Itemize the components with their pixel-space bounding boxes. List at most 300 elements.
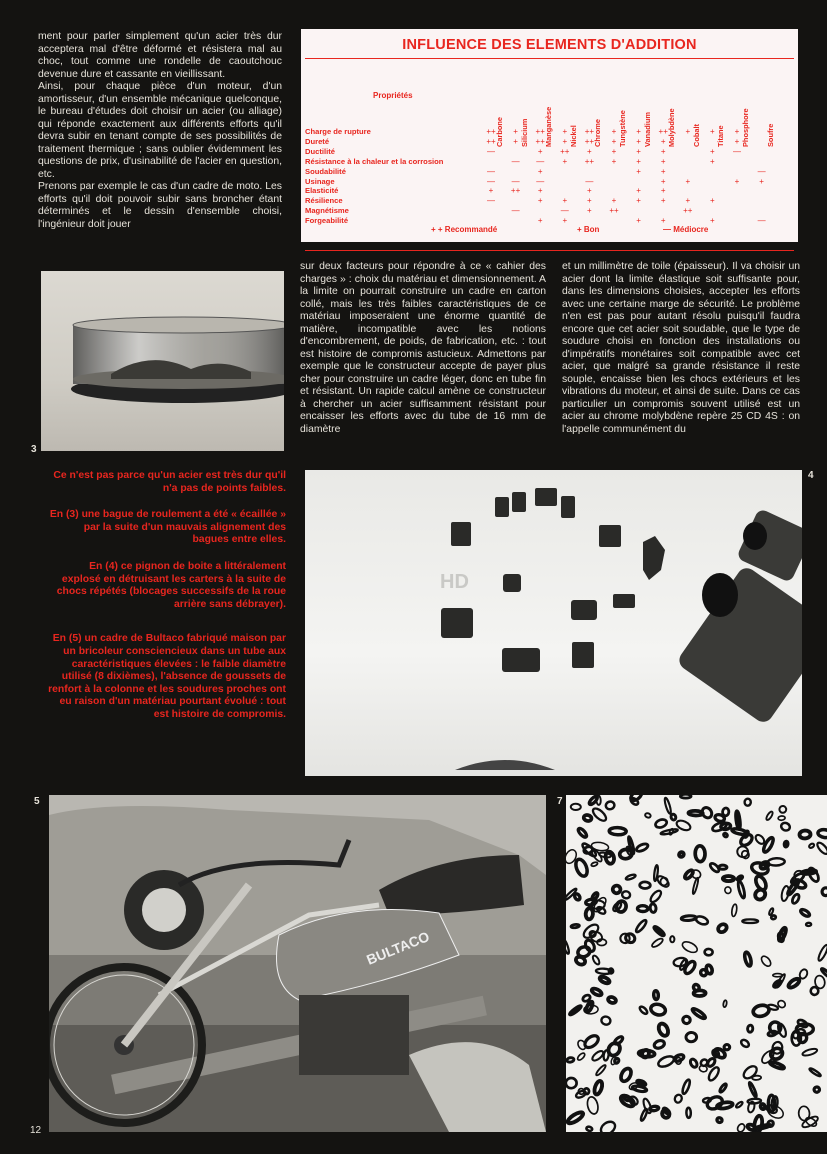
micrograph-grain-group bbox=[607, 996, 616, 1004]
micrograph-grain bbox=[752, 1075, 761, 1080]
micrograph-grain-group bbox=[752, 1075, 761, 1080]
table-cell: + bbox=[710, 156, 715, 166]
micrograph-grain-group bbox=[651, 937, 664, 948]
micrograph-grain-group bbox=[571, 804, 581, 810]
intro-paragraph: Ainsi, pour chaque pièce d'un moteur, d'un amortisseur, d'un ensemble mécanique quelconque, le bureau d'études doit choisir un acier (ou alliage) qui réponde exactement aux différents efforts qu'il devra subir en tenant compte de ses possibilités de traitement thermique ; sans oublier évidemment les questions de prix, d'usinabilité de l'acier en question, etc. bbox=[38, 81, 282, 180]
table-cell: + bbox=[636, 127, 641, 136]
micrograph-grain-group bbox=[801, 1115, 820, 1130]
micrograph-grain bbox=[657, 1054, 676, 1069]
micrograph-grain-group bbox=[765, 811, 774, 821]
table-cell: + bbox=[488, 186, 494, 196]
micrograph-grain bbox=[601, 1016, 612, 1026]
micrograph-grain-group bbox=[798, 1106, 810, 1121]
micrograph-grain bbox=[771, 915, 776, 919]
micrograph-grain-group bbox=[740, 1038, 750, 1048]
table-column-header: Carbone bbox=[495, 117, 504, 147]
table-cell: + bbox=[660, 186, 666, 196]
micrograph-grain bbox=[760, 955, 773, 968]
table-column-header: Soufre bbox=[765, 123, 775, 147]
micrograph-grain bbox=[635, 919, 648, 934]
intro-paragraph: Prenons par exemple le cas d'un cadre de moto. Les efforts qu'il doit pouvoir subir sans broncher étant déterminés et le dessin d'ensemble choisi, l'ingénieur doit jouer bbox=[38, 181, 282, 230]
micrograph-grain-group bbox=[686, 1032, 698, 1042]
micrograph-grain bbox=[742, 919, 758, 923]
middle-paragraph: sur deux facteurs pour répondre à ce « cahier des charges » : choix du matériau et dimensionnement. A la limite on pourrait construire un cadre en carton collé, mais les très faibles caractéristiques de ce matériau imposeraient une énorme quantité de matière, incompatible avec les notions d'encombrement, de poids, de fabrication, etc. : tout est histoire de compromis astucieux. Admettons par exemple que le constructeur accepte de payer plus cher pour construire un cadre léger, donc en tube fin et résistant. Un rapide calcul amène ce constructeur à chercher un acier suffisamment résistant pour encaisser les efforts avec du tube de 16 mm de diamètre bbox=[300, 261, 546, 435]
micrograph-grain bbox=[681, 1015, 691, 1025]
micrograph-grain-group bbox=[567, 1057, 575, 1063]
table-cell: + bbox=[710, 196, 715, 206]
table-cell: + bbox=[660, 136, 666, 146]
micrograph-grain bbox=[753, 888, 767, 902]
table-cell: — bbox=[511, 176, 520, 186]
micrograph-grain-group bbox=[743, 952, 752, 967]
micrograph-grain bbox=[650, 903, 657, 912]
micrograph-grain-group bbox=[635, 919, 648, 934]
micrograph-grain-group bbox=[654, 818, 667, 829]
legend-mediocre: — Médiocre bbox=[663, 225, 709, 234]
table-column-header: Molybdène bbox=[667, 108, 677, 147]
table-row-label: Elasticité bbox=[305, 186, 339, 196]
micrograph-grain bbox=[653, 1039, 665, 1049]
micrograph-grain bbox=[817, 944, 827, 962]
table-row-label: Forgeabilité bbox=[305, 216, 349, 226]
table-row-label: Résistance à la chaleur et la corrosion bbox=[305, 156, 444, 166]
micrograph-grain bbox=[619, 1067, 633, 1083]
micrograph-grain-group bbox=[670, 936, 674, 942]
micrograph-grain bbox=[740, 1038, 750, 1048]
micrograph-grain-group bbox=[680, 795, 691, 798]
micrograph-grain-group bbox=[695, 915, 709, 926]
micrograph-grain-group bbox=[799, 830, 811, 839]
micrograph-grain bbox=[822, 887, 827, 896]
micrograph-grain bbox=[678, 851, 685, 857]
micrograph-grain bbox=[670, 814, 676, 821]
table-cell: + bbox=[537, 186, 543, 196]
micrograph-grain-group bbox=[722, 808, 729, 816]
micrograph-grain bbox=[585, 908, 593, 920]
caption-intro: Ce n'est pas parce qu'un acier est très dur qu'il n'a pas de points faibles. bbox=[53, 470, 286, 494]
micrograph-grain bbox=[816, 841, 827, 856]
micrograph-grain-group bbox=[719, 865, 727, 869]
photo-micrograph bbox=[566, 795, 827, 1132]
micrograph-grain bbox=[639, 1005, 649, 1015]
table-cell: + bbox=[660, 156, 666, 166]
micrograph-grain-group bbox=[654, 926, 665, 936]
micrograph-grain-group bbox=[735, 811, 740, 829]
micrograph-grain-group bbox=[816, 841, 827, 856]
table-row-label: Charge de rupture bbox=[305, 127, 371, 136]
micrograph-grain bbox=[637, 906, 647, 912]
micrograph-grain-group bbox=[744, 799, 750, 806]
micrograph-grain bbox=[681, 915, 696, 921]
micrograph-grain-group bbox=[719, 1083, 728, 1093]
micrograph-grain-group bbox=[692, 877, 699, 894]
middle-column bbox=[300, 261, 546, 436]
micrograph-grain-group bbox=[681, 1015, 691, 1025]
micrograph-grain bbox=[692, 983, 700, 991]
micrograph-grain-group bbox=[800, 908, 811, 917]
micrograph-grain-group bbox=[737, 875, 743, 881]
table-cell: + bbox=[562, 136, 568, 146]
micrograph-grain-group bbox=[611, 884, 621, 894]
micrograph-grain-group bbox=[822, 887, 827, 896]
table-cell: — bbox=[487, 196, 495, 206]
micrograph-grain bbox=[674, 1094, 683, 1104]
table-column-header: Tungstène bbox=[618, 110, 627, 147]
micrograph-grain-group bbox=[716, 1101, 733, 1109]
figure-number: 5 bbox=[34, 796, 40, 807]
micrograph-grain-group bbox=[791, 893, 800, 904]
table-column-header: Cobalt bbox=[691, 124, 701, 147]
micrograph-grain-group bbox=[769, 1061, 785, 1070]
micrograph-grain bbox=[716, 1101, 733, 1109]
micrograph-grain bbox=[592, 955, 601, 966]
micrograph-grain bbox=[641, 1049, 651, 1059]
bultaco-illustration bbox=[49, 795, 546, 1132]
micrograph-grain-group bbox=[641, 1049, 651, 1059]
micrograph-grain-group bbox=[575, 955, 587, 966]
micrograph-grain bbox=[575, 955, 587, 966]
micrograph-grain bbox=[680, 795, 691, 798]
micrograph-grain bbox=[760, 1103, 766, 1109]
micrograph-grain bbox=[645, 812, 652, 818]
table-cell: + bbox=[710, 146, 715, 156]
table-cell: ++ bbox=[510, 186, 521, 196]
micrograph-grain bbox=[802, 1047, 818, 1056]
table-cell: + bbox=[734, 176, 740, 186]
micrograph-grain-group bbox=[585, 1001, 594, 1013]
table-cell: + bbox=[710, 216, 715, 226]
micrograph-grain bbox=[625, 874, 636, 881]
micrograph-grain bbox=[723, 833, 728, 838]
micrograph-grain-group bbox=[753, 888, 767, 902]
micrograph-grain bbox=[735, 1101, 743, 1109]
micrograph-grain bbox=[736, 1123, 746, 1132]
micrograph-grain bbox=[574, 893, 581, 901]
micrograph-grain-group bbox=[650, 1003, 667, 1017]
table-cell: + bbox=[685, 127, 691, 136]
table-cell: + bbox=[685, 176, 691, 186]
micrograph-grain bbox=[800, 908, 811, 917]
right-paragraph: et un millimètre de toile (épaisseur). Il va choisir un acier dont la limite élastique soit suffisante pour, dans les dimensions choisies, accepter les efforts avec une certaine marge de sécurité. Le problème n'en est pas pour autant résolu puisqu'il faudra encore que cet acier soit soudable, que le type de soudure choisi en fonction des installations ou d'impératifs monétaires soit compatible avec cet acier, que malgré sa grande résistance il reste souple, encaisse bien les chocs extérieurs et les vibrations du moteur, et ainsi de suite. Dans ce cas particulier un compromis souvent utilisé est un acier au chrome molybdène repère 25 CD 4S : on l'appelle communément du bbox=[562, 261, 800, 435]
micrograph-grain-group bbox=[742, 919, 758, 923]
table-cell: + bbox=[513, 127, 518, 136]
micrograph-grain bbox=[686, 1108, 691, 1118]
table-cell: — bbox=[487, 166, 495, 176]
micrograph-grain-group bbox=[817, 829, 827, 839]
micrograph-grain bbox=[621, 891, 630, 900]
micrograph-grain bbox=[681, 1079, 691, 1095]
photo-gear-fragments bbox=[305, 470, 802, 776]
table-cell: ++ bbox=[486, 136, 496, 146]
micrograph-grain bbox=[707, 1066, 721, 1082]
micrograph-grain bbox=[744, 799, 750, 806]
micrograph-grain bbox=[691, 1007, 706, 1020]
micrograph-grain-group bbox=[605, 801, 615, 811]
micrograph-grain bbox=[640, 882, 651, 889]
micrograph-grain bbox=[599, 1119, 618, 1132]
table-cell: — bbox=[487, 146, 495, 156]
micrograph-grain bbox=[717, 923, 729, 934]
micrograph-grain-group bbox=[591, 806, 608, 822]
micrograph-grain-group bbox=[625, 874, 636, 881]
micrograph-grain-group bbox=[817, 944, 827, 962]
micrograph-grain bbox=[577, 827, 588, 838]
micrograph-grain bbox=[723, 1000, 727, 1007]
legend-bon: + Bon bbox=[577, 225, 600, 234]
micrograph-grain bbox=[611, 884, 621, 894]
micrograph-grain bbox=[787, 977, 801, 989]
table-cell: + bbox=[660, 196, 666, 206]
micrograph-grain bbox=[571, 924, 580, 928]
micrograph-grain bbox=[635, 842, 649, 852]
micrograph-grain bbox=[681, 940, 699, 955]
table-title: INFLUENCE DES ELEMENTS D'ADDITION bbox=[402, 37, 697, 53]
micrograph-grain-group bbox=[808, 843, 814, 849]
gear-fragments-illustration bbox=[305, 470, 802, 776]
table-cell: — bbox=[511, 206, 520, 216]
table-cell: + bbox=[660, 216, 666, 226]
micrograph-grain bbox=[692, 877, 699, 894]
table-cell: + bbox=[660, 166, 666, 176]
micrograph-grain-group bbox=[635, 842, 649, 852]
micrograph-grain-group bbox=[629, 795, 644, 803]
table-column-header: Vanadium bbox=[642, 112, 652, 147]
micrograph-grain-group bbox=[599, 975, 611, 984]
micrograph-grain-group bbox=[814, 1086, 820, 1092]
intro-column bbox=[38, 31, 282, 231]
micrograph-grain bbox=[664, 797, 672, 814]
figure-number: 7 bbox=[557, 796, 563, 807]
micrograph-grain-group bbox=[731, 828, 747, 836]
micrograph-grain bbox=[769, 1061, 785, 1070]
table-column-header: Nickel bbox=[568, 125, 578, 147]
table-column-header: Silicium bbox=[519, 118, 529, 147]
caption-fig5: En (5) un cadre de Bultaco fabriqué maison par un bricoleur consciencieux dans un tube aux caractéristiques élevées : le faible diamètre utilisé (8 dixièmes), l'absence de goussets de renfort à la colonne et les soudures proches ont eu raison d'un matériau pourtant évolué : tout est histoire de compromis. bbox=[48, 633, 286, 720]
micrograph-grain-group bbox=[707, 1066, 721, 1082]
micrograph-grain-group bbox=[591, 892, 599, 900]
micrograph-grain-group bbox=[591, 1049, 605, 1062]
table-cell: ++ bbox=[658, 127, 668, 136]
table-cell: + bbox=[660, 176, 666, 186]
table-cell: + bbox=[562, 216, 568, 226]
micrograph-grain-group bbox=[660, 877, 669, 886]
micrograph-grain-group bbox=[736, 1123, 746, 1132]
micrograph-grain bbox=[571, 804, 581, 810]
table-cell: ++ bbox=[535, 136, 545, 146]
micrograph-grain bbox=[569, 1005, 582, 1016]
table-cell: + bbox=[562, 156, 568, 166]
micrograph-grain bbox=[660, 877, 669, 886]
micrograph-grain-group bbox=[747, 1025, 753, 1032]
micrograph-grain bbox=[719, 865, 727, 869]
table-cell: + bbox=[710, 127, 715, 136]
table-cell: ++ bbox=[584, 136, 595, 146]
micrograph-grain bbox=[723, 876, 734, 881]
table-header-label: Propriétés bbox=[373, 91, 413, 100]
caption-fig4: En (4) ce pignon de boite a littéralement explosé en détruisant les carters à la suite de chocs répétés (blocages successifs de la roue arrière sans débrayer). bbox=[56, 560, 286, 610]
micrograph-grain-group bbox=[650, 903, 657, 912]
micrograph-grain-group bbox=[760, 1103, 766, 1109]
table-cell: ++ bbox=[683, 206, 693, 216]
micrograph-grain bbox=[817, 829, 827, 839]
table-row-label: Dureté bbox=[305, 136, 330, 146]
table-cell: + bbox=[537, 146, 543, 156]
micrograph-grain-group bbox=[664, 797, 672, 814]
table-cell: — bbox=[560, 206, 569, 216]
micrograph-grain bbox=[591, 806, 608, 822]
micrograph-grain bbox=[606, 1041, 622, 1058]
table-cell: + bbox=[734, 136, 740, 146]
table-cell: — bbox=[757, 166, 766, 176]
micrograph-grain bbox=[731, 904, 737, 917]
table-cell: + bbox=[636, 216, 641, 226]
micrograph-grain bbox=[585, 1001, 594, 1013]
micrograph-grain bbox=[791, 893, 800, 904]
micrograph-grain-group bbox=[705, 964, 713, 974]
micrograph-grain-group bbox=[585, 908, 593, 920]
micrograph-grain-group bbox=[780, 822, 791, 832]
micrograph-grain bbox=[591, 1049, 605, 1062]
micrograph-grain-group bbox=[609, 827, 626, 835]
micrograph-grain bbox=[637, 1080, 646, 1086]
micrograph-grain bbox=[731, 828, 747, 836]
table-cell: — bbox=[536, 176, 545, 186]
table-cell: + bbox=[562, 127, 568, 136]
micrograph-grain-group bbox=[731, 904, 737, 917]
right-column bbox=[562, 261, 800, 436]
photo-bultaco-frame bbox=[49, 795, 546, 1132]
micrograph-grain-group bbox=[741, 1064, 759, 1081]
table-cell: ++ bbox=[560, 146, 570, 156]
micrograph-grain-group bbox=[592, 955, 601, 966]
micrograph-grain-group bbox=[595, 1064, 607, 1077]
micrograph-grain-group bbox=[724, 1044, 730, 1049]
micrograph-grain-group bbox=[657, 1022, 670, 1037]
micrograph-grain-group bbox=[566, 1110, 584, 1125]
micrograph-grain bbox=[798, 1106, 810, 1121]
micrograph-grain bbox=[801, 1115, 820, 1130]
photo-bearing-ring bbox=[41, 271, 284, 451]
micrograph-grain-group bbox=[723, 876, 734, 881]
table-cell: + bbox=[611, 127, 617, 136]
table-cell: + bbox=[759, 176, 764, 186]
micrograph-grain-group bbox=[653, 991, 658, 1000]
table-row-label: Résilience bbox=[305, 196, 343, 206]
micrograph-grain bbox=[583, 1033, 601, 1049]
micrograph-grain-group bbox=[653, 1039, 665, 1049]
table-divider bbox=[305, 250, 794, 251]
table-cell: + bbox=[611, 136, 617, 146]
table-cell: ++ bbox=[535, 127, 545, 136]
micrograph-grain bbox=[599, 975, 611, 984]
micrograph-grain bbox=[654, 926, 665, 936]
table-column-header: Titane bbox=[716, 125, 726, 147]
micrograph-grain-group bbox=[723, 833, 728, 838]
micrograph-grain-group bbox=[688, 811, 703, 816]
table-cell: — bbox=[487, 176, 495, 186]
micrograph-grain bbox=[574, 858, 590, 878]
micrograph-grain-group bbox=[681, 940, 699, 955]
micrograph-grain-group bbox=[599, 1119, 618, 1132]
micrograph-grain-group bbox=[683, 869, 694, 880]
micrograph-grain-group bbox=[566, 939, 570, 954]
micrograph-grain bbox=[724, 886, 731, 894]
micrograph-grain-group bbox=[716, 1117, 723, 1123]
micrograph-grain-group bbox=[717, 923, 729, 934]
table-cell: + bbox=[734, 127, 740, 136]
micrograph-grain-group bbox=[574, 858, 590, 878]
table-cell: + bbox=[611, 156, 617, 166]
table-cell: — bbox=[536, 156, 545, 166]
micrograph-grain-group bbox=[606, 1041, 622, 1058]
table-cell: + bbox=[636, 166, 641, 176]
micrograph-grain bbox=[778, 816, 785, 821]
table-cell: + bbox=[587, 206, 592, 216]
micrograph-grain bbox=[741, 1064, 759, 1081]
micrograph-grain-group bbox=[735, 1101, 743, 1109]
micrograph-grain bbox=[566, 1078, 577, 1089]
micrograph-grain bbox=[605, 801, 615, 811]
micrograph-grain bbox=[705, 949, 713, 956]
micrograph-grain bbox=[593, 1080, 604, 1095]
table-cell: + bbox=[636, 146, 641, 156]
micrograph-grain bbox=[651, 937, 664, 948]
table-cell: — bbox=[585, 176, 594, 186]
micrograph-grain-group bbox=[691, 1007, 706, 1020]
micrograph-grain-group bbox=[692, 983, 700, 991]
micrograph-grain-group bbox=[571, 924, 580, 928]
table-cell: + bbox=[562, 196, 568, 206]
micrograph-grain bbox=[735, 811, 740, 829]
micrograph-grain bbox=[737, 881, 746, 899]
captions-block bbox=[48, 470, 286, 736]
table-cell: + bbox=[587, 186, 592, 196]
micrograph-grain-group bbox=[569, 1005, 582, 1016]
micrograph-grain-group bbox=[583, 814, 592, 822]
table-cell: + bbox=[685, 196, 691, 206]
micrograph-grain-group bbox=[787, 977, 801, 989]
micrograph-grain-group bbox=[577, 827, 588, 838]
micrograph-grain bbox=[591, 892, 599, 900]
micrograph-grain bbox=[716, 1117, 723, 1123]
table-row-label: Magnétisme bbox=[305, 206, 349, 216]
micrograph-grain-group bbox=[670, 814, 676, 821]
micrograph-grain bbox=[567, 1057, 575, 1063]
micrograph-grain bbox=[595, 1064, 607, 1077]
micrograph-grain-group bbox=[593, 1080, 604, 1095]
micrograph-grain-group bbox=[806, 923, 811, 926]
micrograph-grain-group bbox=[695, 846, 705, 862]
micrograph-grain-group bbox=[637, 906, 647, 912]
micrograph-grain bbox=[566, 939, 570, 954]
micrograph-grain bbox=[591, 987, 603, 997]
bearing-ring-illustration bbox=[41, 271, 284, 451]
micrograph-grain bbox=[705, 964, 713, 974]
micrograph-grain bbox=[583, 814, 592, 822]
micrograph-grain-group bbox=[639, 1005, 649, 1015]
table-cell: + bbox=[513, 136, 518, 146]
micrograph-grain-group bbox=[574, 893, 581, 901]
micrograph-grain-group bbox=[748, 1082, 757, 1098]
table-row-label: Usinage bbox=[305, 176, 335, 186]
micrograph-grain-group bbox=[681, 1079, 691, 1095]
intro-paragraph: ment pour parler simplement qu'un acier très dur acceptera mal d'être déformé et résistera mal au choc, tout comme une rondelle de caoutchouc devenue dure et cassante en vieillissant. bbox=[38, 31, 282, 80]
figure-number: 3 bbox=[31, 444, 37, 455]
watermark-text: HD bbox=[440, 571, 469, 593]
page-number: 12 bbox=[30, 1125, 42, 1136]
micrograph-grain-group bbox=[689, 1058, 698, 1068]
micrograph-grain bbox=[719, 1083, 728, 1093]
